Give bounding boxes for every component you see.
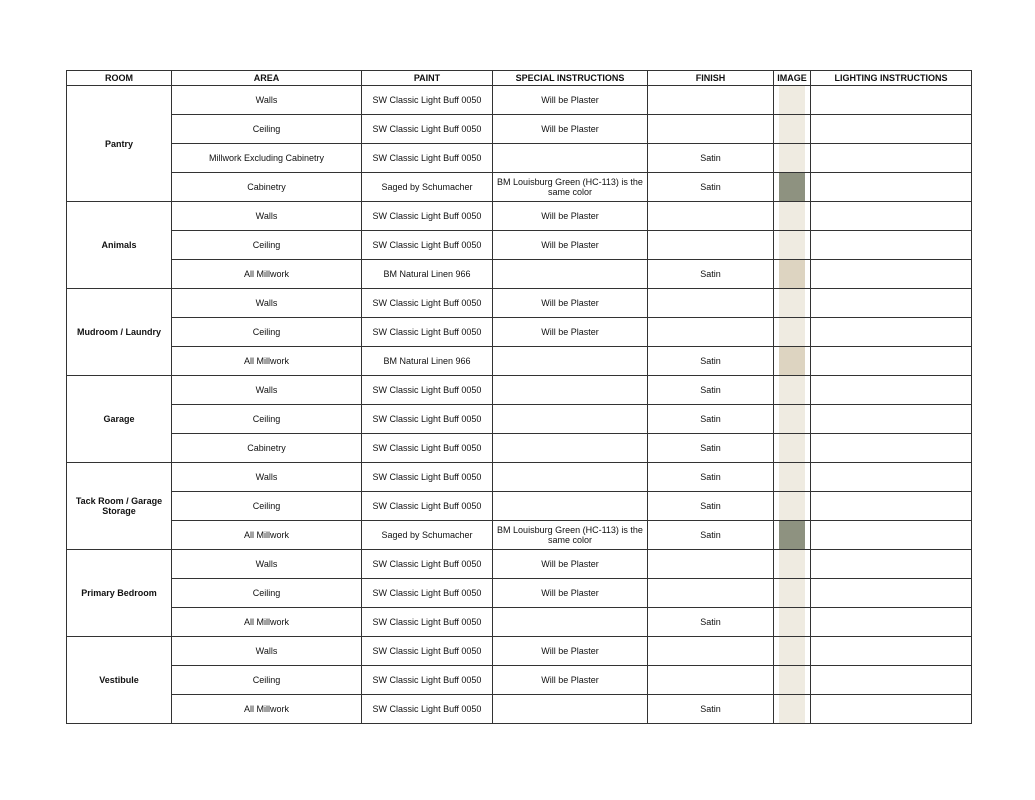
color-swatch (779, 434, 805, 462)
table-row (67, 434, 972, 463)
table-row (67, 173, 972, 202)
image-cell (774, 318, 811, 347)
area-cell: All Millwork (172, 695, 362, 724)
table-row (67, 579, 972, 608)
finish-cell (648, 318, 774, 347)
special-instructions-cell: BM Louisburg Green (HC-113) is the same color (493, 173, 648, 202)
image-cell (774, 550, 811, 579)
lighting-instructions-cell (811, 202, 972, 231)
finish-cell (648, 86, 774, 115)
paint-cell: SW Classic Light Buff 0050 (362, 115, 493, 144)
paint-cell: SW Classic Light Buff 0050 (362, 144, 493, 173)
color-swatch (779, 115, 805, 143)
special-instructions-cell (493, 260, 648, 289)
paint-cell: SW Classic Light Buff 0050 (362, 405, 493, 434)
table-row (67, 86, 972, 115)
finish-cell: Satin (648, 463, 774, 492)
area-cell: Walls (172, 202, 362, 231)
header-paint: PAINT (362, 71, 493, 86)
color-swatch (779, 666, 805, 694)
lighting-instructions-cell (811, 492, 972, 521)
lighting-instructions-cell (811, 86, 972, 115)
lighting-instructions-cell (811, 260, 972, 289)
lighting-instructions-cell (811, 173, 972, 202)
special-instructions-cell: Will be Plaster (493, 637, 648, 666)
special-instructions-cell (493, 347, 648, 376)
header-special-instructions: SPECIAL INSTRUCTIONS (493, 71, 648, 86)
image-cell (774, 492, 811, 521)
finish-cell (648, 579, 774, 608)
finish-cell: Satin (648, 260, 774, 289)
color-swatch (779, 608, 805, 636)
header-row (67, 71, 972, 86)
table-row (67, 347, 972, 376)
special-instructions-cell (493, 144, 648, 173)
table-row (67, 492, 972, 521)
special-instructions-cell (493, 608, 648, 637)
finish-cell: Satin (648, 695, 774, 724)
color-swatch (779, 579, 805, 607)
paint-cell: SW Classic Light Buff 0050 (362, 492, 493, 521)
image-cell (774, 115, 811, 144)
image-cell (774, 637, 811, 666)
image-cell (774, 347, 811, 376)
area-cell: Walls (172, 550, 362, 579)
image-cell (774, 260, 811, 289)
special-instructions-cell: Will be Plaster (493, 115, 648, 144)
table-row (67, 115, 972, 144)
lighting-instructions-cell (811, 347, 972, 376)
table-header (67, 71, 972, 86)
paint-cell: SW Classic Light Buff 0050 (362, 318, 493, 347)
room-name: Pantry (67, 86, 172, 202)
special-instructions-cell: Will be Plaster (493, 666, 648, 695)
room-name: Primary Bedroom (67, 550, 172, 637)
image-cell (774, 434, 811, 463)
special-instructions-cell: Will be Plaster (493, 202, 648, 231)
room-name: Garage (67, 376, 172, 463)
image-cell (774, 405, 811, 434)
lighting-instructions-cell (811, 579, 972, 608)
lighting-instructions-cell (811, 608, 972, 637)
finish-cell (648, 231, 774, 260)
lighting-instructions-cell (811, 144, 972, 173)
image-cell (774, 86, 811, 115)
color-swatch (779, 376, 805, 404)
header-area: AREA (172, 71, 362, 86)
image-cell (774, 376, 811, 405)
color-swatch (779, 347, 805, 375)
paint-cell: SW Classic Light Buff 0050 (362, 202, 493, 231)
area-cell: Walls (172, 86, 362, 115)
area-cell: Cabinetry (172, 173, 362, 202)
area-cell: Ceiling (172, 115, 362, 144)
special-instructions-cell: Will be Plaster (493, 86, 648, 115)
paint-cell: SW Classic Light Buff 0050 (362, 608, 493, 637)
room-name: Tack Room / Garage Storage (67, 463, 172, 550)
paint-cell: SW Classic Light Buff 0050 (362, 289, 493, 318)
area-cell: Ceiling (172, 318, 362, 347)
room-name: Mudroom / Laundry (67, 289, 172, 376)
header-image: IMAGE (774, 71, 811, 86)
lighting-instructions-cell (811, 695, 972, 724)
image-cell (774, 579, 811, 608)
paint-cell: SW Classic Light Buff 0050 (362, 463, 493, 492)
header-room: ROOM (67, 71, 172, 86)
special-instructions-cell: Will be Plaster (493, 550, 648, 579)
paint-cell: SW Classic Light Buff 0050 (362, 376, 493, 405)
lighting-instructions-cell (811, 550, 972, 579)
lighting-instructions-cell (811, 289, 972, 318)
image-cell (774, 202, 811, 231)
finish-cell: Satin (648, 144, 774, 173)
lighting-instructions-cell (811, 463, 972, 492)
lighting-instructions-cell (811, 434, 972, 463)
paint-cell: SW Classic Light Buff 0050 (362, 86, 493, 115)
table-row (67, 289, 972, 318)
color-swatch (779, 202, 805, 230)
table-row (67, 637, 972, 666)
lighting-instructions-cell (811, 231, 972, 260)
area-cell: Ceiling (172, 492, 362, 521)
lighting-instructions-cell (811, 376, 972, 405)
lighting-instructions-cell (811, 521, 972, 550)
room-name: Vestibule (67, 637, 172, 724)
special-instructions-cell: Will be Plaster (493, 289, 648, 318)
finish-cell: Satin (648, 376, 774, 405)
image-cell (774, 289, 811, 318)
color-swatch (779, 550, 805, 578)
paint-cell: SW Classic Light Buff 0050 (362, 550, 493, 579)
area-cell: All Millwork (172, 347, 362, 376)
paint-cell: SW Classic Light Buff 0050 (362, 637, 493, 666)
color-swatch (779, 289, 805, 317)
color-swatch (779, 86, 805, 114)
color-swatch (779, 231, 805, 259)
special-instructions-cell (493, 695, 648, 724)
lighting-instructions-cell (811, 666, 972, 695)
finish-cell: Satin (648, 405, 774, 434)
finish-cell: Satin (648, 492, 774, 521)
special-instructions-cell: Will be Plaster (493, 579, 648, 608)
image-cell (774, 521, 811, 550)
paint-cell: SW Classic Light Buff 0050 (362, 666, 493, 695)
area-cell: Walls (172, 637, 362, 666)
color-swatch (779, 173, 805, 201)
table-row (67, 521, 972, 550)
table-row (67, 202, 972, 231)
finish-cell: Satin (648, 434, 774, 463)
paint-schedule-table (66, 70, 972, 724)
finish-cell (648, 666, 774, 695)
lighting-instructions-cell (811, 405, 972, 434)
table-row (67, 550, 972, 579)
image-cell (774, 695, 811, 724)
special-instructions-cell: Will be Plaster (493, 231, 648, 260)
area-cell: All Millwork (172, 521, 362, 550)
area-cell: Millwork Excluding Cabinetry (172, 144, 362, 173)
color-swatch (779, 695, 805, 723)
paint-cell: BM Natural Linen 966 (362, 260, 493, 289)
finish-cell (648, 202, 774, 231)
area-cell: All Millwork (172, 608, 362, 637)
header-lighting-instructions: LIGHTING INSTRUCTIONS (811, 71, 972, 86)
color-swatch (779, 405, 805, 433)
color-swatch (779, 144, 805, 172)
color-swatch (779, 318, 805, 346)
lighting-instructions-cell (811, 637, 972, 666)
finish-cell: Satin (648, 521, 774, 550)
room-name: Animals (67, 202, 172, 289)
finish-cell (648, 550, 774, 579)
color-swatch (779, 492, 805, 520)
table-row (67, 405, 972, 434)
table-row (67, 608, 972, 637)
image-cell (774, 144, 811, 173)
area-cell: All Millwork (172, 260, 362, 289)
area-cell: Walls (172, 463, 362, 492)
table-row (67, 463, 972, 492)
lighting-instructions-cell (811, 318, 972, 347)
finish-cell (648, 115, 774, 144)
table-row (67, 231, 972, 260)
area-cell: Walls (172, 376, 362, 405)
image-cell (774, 666, 811, 695)
image-cell (774, 608, 811, 637)
image-cell (774, 173, 811, 202)
table-row (67, 260, 972, 289)
special-instructions-cell (493, 463, 648, 492)
image-cell (774, 463, 811, 492)
header-finish: FINISH (648, 71, 774, 86)
paint-cell: Saged by Schumacher (362, 521, 493, 550)
area-cell: Ceiling (172, 405, 362, 434)
special-instructions-cell: BM Louisburg Green (HC-113) is the same color (493, 521, 648, 550)
paint-cell: SW Classic Light Buff 0050 (362, 231, 493, 260)
color-swatch (779, 637, 805, 665)
table-body (67, 86, 972, 724)
lighting-instructions-cell (811, 115, 972, 144)
image-cell (774, 231, 811, 260)
color-swatch (779, 463, 805, 491)
special-instructions-cell (493, 492, 648, 521)
area-cell: Cabinetry (172, 434, 362, 463)
finish-cell: Satin (648, 173, 774, 202)
table-row (67, 695, 972, 724)
table-row (67, 318, 972, 347)
area-cell: Ceiling (172, 231, 362, 260)
special-instructions-cell (493, 405, 648, 434)
color-swatch (779, 521, 805, 549)
table-row (67, 376, 972, 405)
area-cell: Walls (172, 289, 362, 318)
finish-cell (648, 289, 774, 318)
special-instructions-cell: Will be Plaster (493, 318, 648, 347)
special-instructions-cell (493, 376, 648, 405)
paint-cell: BM Natural Linen 966 (362, 347, 493, 376)
finish-cell: Satin (648, 347, 774, 376)
finish-cell: Satin (648, 608, 774, 637)
area-cell: Ceiling (172, 579, 362, 608)
paint-cell: Saged by Schumacher (362, 173, 493, 202)
paint-cell: SW Classic Light Buff 0050 (362, 695, 493, 724)
table-row (67, 144, 972, 173)
paint-cell: SW Classic Light Buff 0050 (362, 434, 493, 463)
special-instructions-cell (493, 434, 648, 463)
finish-cell (648, 637, 774, 666)
paint-cell: SW Classic Light Buff 0050 (362, 579, 493, 608)
color-swatch (779, 260, 805, 288)
table-row (67, 666, 972, 695)
area-cell: Ceiling (172, 666, 362, 695)
